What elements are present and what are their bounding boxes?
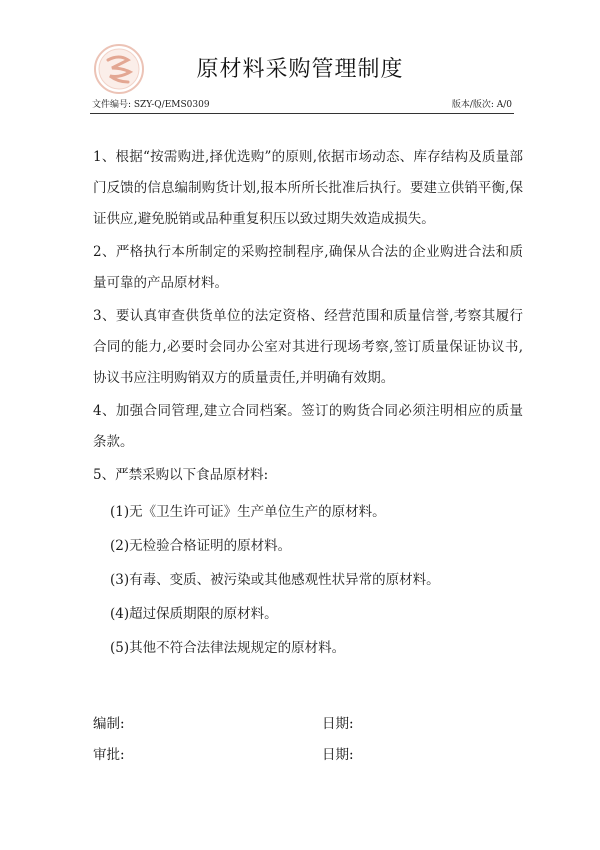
header-divider <box>90 113 514 114</box>
clause-5-item-2: (2)无检验合格证明的原材料。 <box>110 538 292 554</box>
clause-1: 1、根据“按需购进,择优选购”的原则,依据市场动态、库存结构及质量部门反馈的信息编制购货计划,报本所所长批准后执行。要建立供销平衡,保证供应,避免脱销或品种重复积压以致过期失效造成损失。 <box>93 149 523 227</box>
document-title: 原材料采购管理制度 <box>196 57 404 82</box>
clause-2: 2、严格执行本所制定的采购控制程序,确保从合法的企业购进合法和质量可靠的产品原材料。 <box>93 244 523 291</box>
document-version: 版本/版次: A/0 <box>451 100 512 110</box>
clause-5-item-3: (3)有毒、变质、被污染或其他感观性状异常的原材料。 <box>110 572 440 588</box>
document-number: 文件编号: SZY-Q/EMS0309 <box>92 100 210 110</box>
document-header <box>92 97 512 111</box>
clause-4: 4、加强合同管理,建立合同档案。签订的购货合同必须注明相应的质量条款。 <box>93 403 523 450</box>
clause-5-item-1: (1)无《卫生许可证》生产单位生产的原材料。 <box>110 504 386 520</box>
clause-5-item-5: (5)其他不符合法律法规规定的原材料。 <box>110 640 346 656</box>
clause-3: 3、要认真审查供货单位的法定资格、经营范围和质量信誉,考察其履行合同的能力,必要时会同办公室对其进行现场考察,签订质量保证协议书,协议书应注明购销双方的质量责任,并明确有效期。 <box>93 308 523 386</box>
prepared-date-label: 日期: <box>322 716 354 732</box>
prepared-by-label: 编制: <box>93 716 125 732</box>
approved-date-label: 日期: <box>322 747 354 763</box>
document-body <box>93 142 523 664</box>
approved-by-label: 审批: <box>93 747 125 763</box>
clause-5-item-4: (4)超过保质期限的原材料。 <box>110 606 278 622</box>
clause-5: 5、严禁采购以下食品原材料: <box>93 467 269 483</box>
